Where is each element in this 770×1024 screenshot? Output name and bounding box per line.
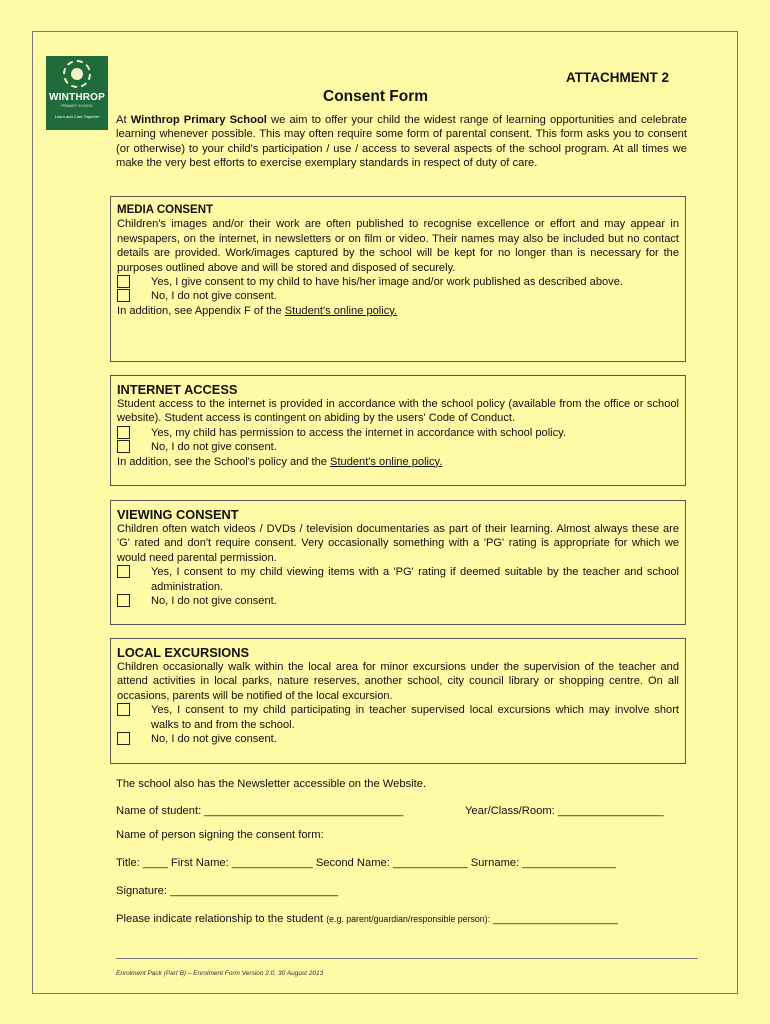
media-yes-checkbox[interactable] [117,275,130,288]
intro-text: we aim to offer your child the widest range of learning opportunities and celebrate learning whenever possible. This may often require some form of parental consent. This form asks you to consent (or otherwise) to your child's participation / use / access to several aspects of the school program. At all times we make the very best efforts to exercise exemplary standards in respect of duty of care. [116,114,687,170]
signature-field[interactable]: Signature: ___________________________ [116,885,339,897]
media-consent-section [110,196,686,362]
addition-text: In addition, see Appendix F of the [117,304,285,317]
students-online-policy-link[interactable]: Student's online policy. [284,304,398,317]
excursions-no-option [117,732,679,746]
year-class-field[interactable]: Year/Class/Room: _________________ [465,805,664,817]
viewing-consent-section [110,500,686,625]
viewing-no-checkbox[interactable] [117,594,130,607]
student-name-field[interactable]: Name of student: ________________________________ [116,805,404,817]
viewing-yes-checkbox[interactable] [117,565,130,578]
option-label: No, I do not give consent. [151,441,277,454]
section-body: Children's images and/or their work are often published to recognise excellence or effort and may appear in newspapers, on the internet, in newsletters or on film or video. Their names may also be included but no contact details are provided. Work/images captured by the school will be kept for no longer than is necessary for the purposes outlined above and will be stored and disposed of securely. [117,218,679,274]
excursions-yes-checkbox[interactable] [117,703,130,716]
sun-emblem-icon [63,60,91,88]
internet-no-option [117,440,679,454]
option-label: Yes, I consent to my child participating in teacher supervised local excursions which may involve short walks to and from the school. [151,704,679,731]
relationship-field[interactable] [116,913,618,925]
section-heading: VIEWING CONSENT [117,507,239,522]
section-heading: MEDIA CONSENT [117,204,214,216]
option-label: No, I do not give consent. [151,595,277,608]
logo-subtitle: PRIMARY SCHOOL [61,104,93,108]
section-heading: LOCAL EXCURSIONS [117,645,250,660]
section-heading: INTERNET ACCESS [117,382,238,397]
option-label: Yes, I give consent to my child to have his/her image and/or work published as described above. [151,276,623,289]
internet-no-checkbox[interactable] [117,440,130,453]
internet-access-section [110,375,686,486]
addition-text: In addition, see the School's policy and the [117,455,331,468]
logo-motto: Learn and Care Together [54,114,100,119]
local-excursions-section [110,638,686,764]
addition-note [117,455,679,469]
section-body: Student access to the internet is provided in accordance with the school policy (available from the office or school website). Student access is contingent on abiding by the users' Code of Conduct. [117,398,679,425]
intro-prefix: At [116,114,131,126]
school-name: Winthrop Primary School [130,114,267,126]
students-online-policy-link[interactable]: Student's online policy. [330,455,443,468]
internet-yes-option [117,426,679,440]
excursions-no-checkbox[interactable] [117,732,130,745]
excursions-yes-option [117,703,679,732]
signer-label: Name of person signing the consent form: [116,829,324,841]
footer-divider [116,958,698,959]
media-no-option [117,289,679,303]
newsletter-note: The school also has the Newsletter accessible on the Website. [116,778,427,790]
option-label: No, I do not give consent. [151,733,277,746]
media-no-checkbox[interactable] [117,289,130,302]
viewing-yes-option [117,565,679,594]
school-logo [46,56,108,130]
relationship-line: ____________________ [490,913,618,925]
footer-text: Enrolment Pack (Part B) – Enrolment Form Version 2.0, 30 August 2013 [116,970,324,977]
page-title: Consent Form [323,88,429,105]
relationship-hint: (e.g. parent/guardian/responsible person): [326,914,491,924]
option-label: Yes, my child has permission to access the internet in accordance with school policy. [151,426,566,439]
media-yes-option [117,275,679,289]
logo-name: WINTHROP [48,92,106,103]
relationship-label: Please indicate relationship to the student [116,913,327,925]
attachment-label: ATTACHMENT 2 [566,70,669,85]
option-label: No, I do not give consent. [151,290,277,303]
signer-names-field[interactable]: Title: ____ First Name: _____________ Second Name: ____________ Surname: _______________ [116,857,616,869]
section-body: Children often watch videos / DVDs / television documentaries as part of their learning. Almost always these are 'G' rated and don't require consent. Very occasionally something with a 'PG' rating is appropriate for which we would need parental permission. [117,523,679,564]
addition-note [117,304,679,318]
viewing-no-option [117,594,679,608]
internet-yes-checkbox[interactable] [117,426,130,439]
option-label: Yes, I consent to my child viewing items with a 'PG' rating if deemed suitable by the teacher and school administration. [151,566,679,593]
intro-paragraph [116,113,687,171]
section-body: Children occasionally walk within the local area for minor excursions under the supervision of the teacher and attend activities in local parks, nature reserves, another school, city council library or shopping centre. On all occasions, parents will be notified of the local excursion. [117,661,679,702]
